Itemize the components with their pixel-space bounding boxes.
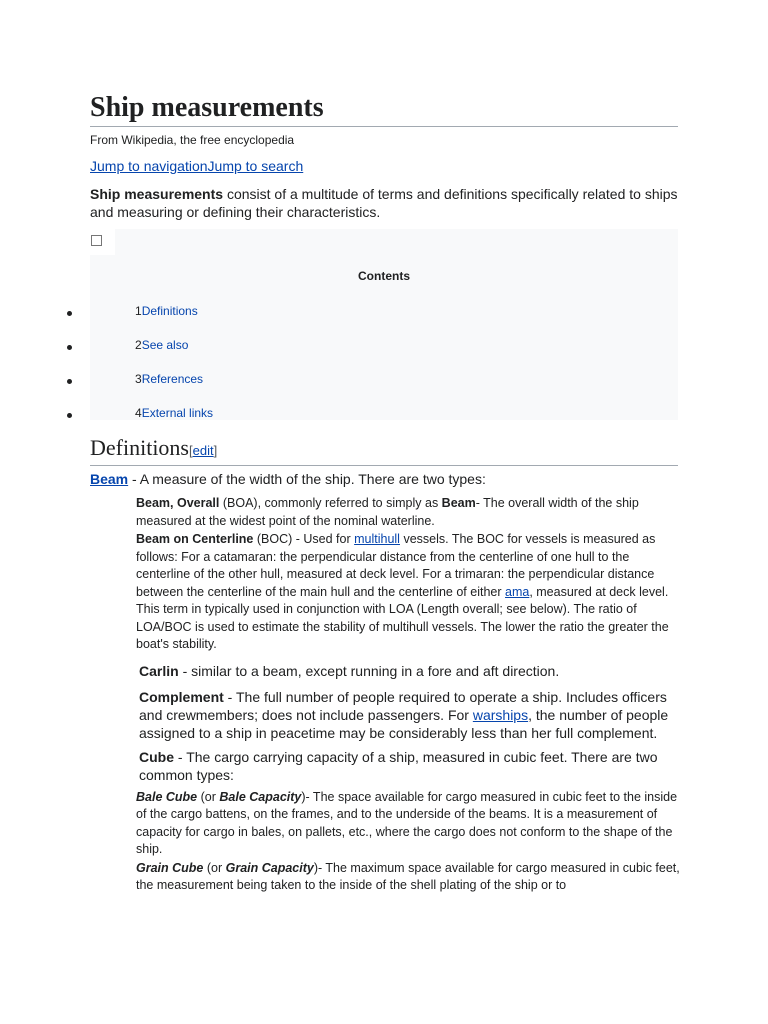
def-carlin-term: Carlin [139,662,179,679]
intro-text: consist of a multitude of terms and definitions specifically related to ships and measuring or defining their characteristics. [90,186,678,220]
def-complement-term: Complement [139,688,224,705]
def-bale-term: Bale Cube [136,789,198,804]
def-cube-text: - The cargo carrying capacity of a ship, measured in cubic feet. There are two common types: [139,748,658,783]
beam-link[interactable]: Beam [90,471,129,487]
def-boa-mid: (BOA), commonly referred to simply as [219,496,442,510]
def-boa-text: - The overall width of the ship measured at the widest point of the nominal waterline. [136,496,639,528]
edit-link[interactable]: edit [192,443,214,458]
def-boc [136,531,682,654]
toc-item-number: 1 [135,304,142,318]
table-of-contents [90,229,678,420]
page-title: Ship measurements [90,92,678,127]
def-complement [139,688,682,742]
tagline: From Wikipedia, the free encyclopedia [90,133,295,147]
intro-bold: Ship measurements [90,186,224,202]
def-boa [136,495,682,530]
toc-item-number: 3 [135,372,142,386]
def-grain-cube [136,860,682,895]
toc-item-label: See also [141,338,189,352]
def-boc-mid: vessels. The BOC for vessels is measured as follows: For a catamaran: the perpendicular distance from the centerline of one hull to the centerline of the other hull, measured at deck level. For a trimaran: the perpendicular distance between the centerline of the main hull and the centerline of either [136,532,656,599]
article [90,92,678,221]
def-cube-term: Cube [139,748,174,765]
edit-bracket-close: ] [213,443,218,458]
edit-bracket-open: [ [189,443,193,458]
def-boc-term: Beam on Centerline [136,532,254,546]
def-bale-or: (or [197,789,220,804]
def-grain-term: Grain Cube [136,860,204,875]
toc-item-external-links[interactable] [135,406,213,420]
intro-paragraph [90,185,678,221]
toc-item-label: External links [141,406,214,420]
jump-links [90,158,678,174]
definitions-body [90,470,682,895]
toc-toggle-checkbox[interactable] [91,235,102,246]
def-bale-text: )- The space available for cargo measured in cubic feet to the inside of the cargo battens, on the frames, and to the underside of the beams. It is a measurement of capacity for cargo in bales, on pallets, etc., where the cargo does not conform to the shape of the ship. [136,789,678,856]
bullet-icon [67,379,72,384]
def-grain-text: )- The maximum space available for cargo measured in cubic feet, the measurement being taken to the inside of the shell plating of the ship or to [136,860,680,892]
toc-title: Contents [358,269,410,283]
toc-item-label: Definitions [141,304,198,318]
def-bale-cube [136,789,682,859]
def-carlin [139,662,682,680]
def-grain-term2: Grain Capacity [225,860,314,875]
section-heading-text: Definitions [90,435,189,460]
bullet-icon [67,345,72,350]
section-heading-definitions [90,436,678,466]
def-complement-text: , the number of people assigned to a ship in peacetime may be considerably less than her full complement. [139,706,669,741]
def-beam-text: - A measure of the width of the ship. There are two types: [128,471,486,487]
def-bale-term2: Bale Capacity [219,789,302,804]
def-beam [90,470,682,488]
toc-item-number: 4 [135,406,142,420]
def-boa-term2: Beam [441,496,476,510]
def-cube [139,748,682,784]
def-boc-pre: (BOC) - Used for [253,532,355,546]
multihull-link[interactable]: multihull [354,532,400,546]
toc-item-see-also[interactable] [135,338,188,352]
warships-link[interactable]: warships [472,706,529,723]
def-complement-pre: - The full number of people required to operate a ship. Includes officers and crewmembers; does not include passengers. For [139,688,667,723]
bullet-icon [67,413,72,418]
toc-item-definitions[interactable] [135,304,198,318]
ama-link[interactable]: ama [505,584,530,599]
def-carlin-text: - similar to a beam, except running in a fore and aft direction. [178,662,560,679]
toc-item-label: References [141,372,204,386]
toc-item-number: 2 [135,338,142,352]
jump-to-search-link[interactable]: Jump to search [207,158,304,174]
bullet-icon [67,311,72,316]
def-boa-term: Beam, Overall [136,496,220,510]
def-grain-or: (or [203,860,226,875]
jump-to-navigation-link[interactable]: Jump to navigation [90,158,208,174]
toc-item-references[interactable] [135,372,203,386]
def-boc-text: , measured at deck level. This term in typically used in conjunction with LOA (Length overall; see below). The ratio of LOA/BOC is used to estimate the stability of multihull vessels. The lower the ratio the greater the boat's stability. [136,584,669,651]
